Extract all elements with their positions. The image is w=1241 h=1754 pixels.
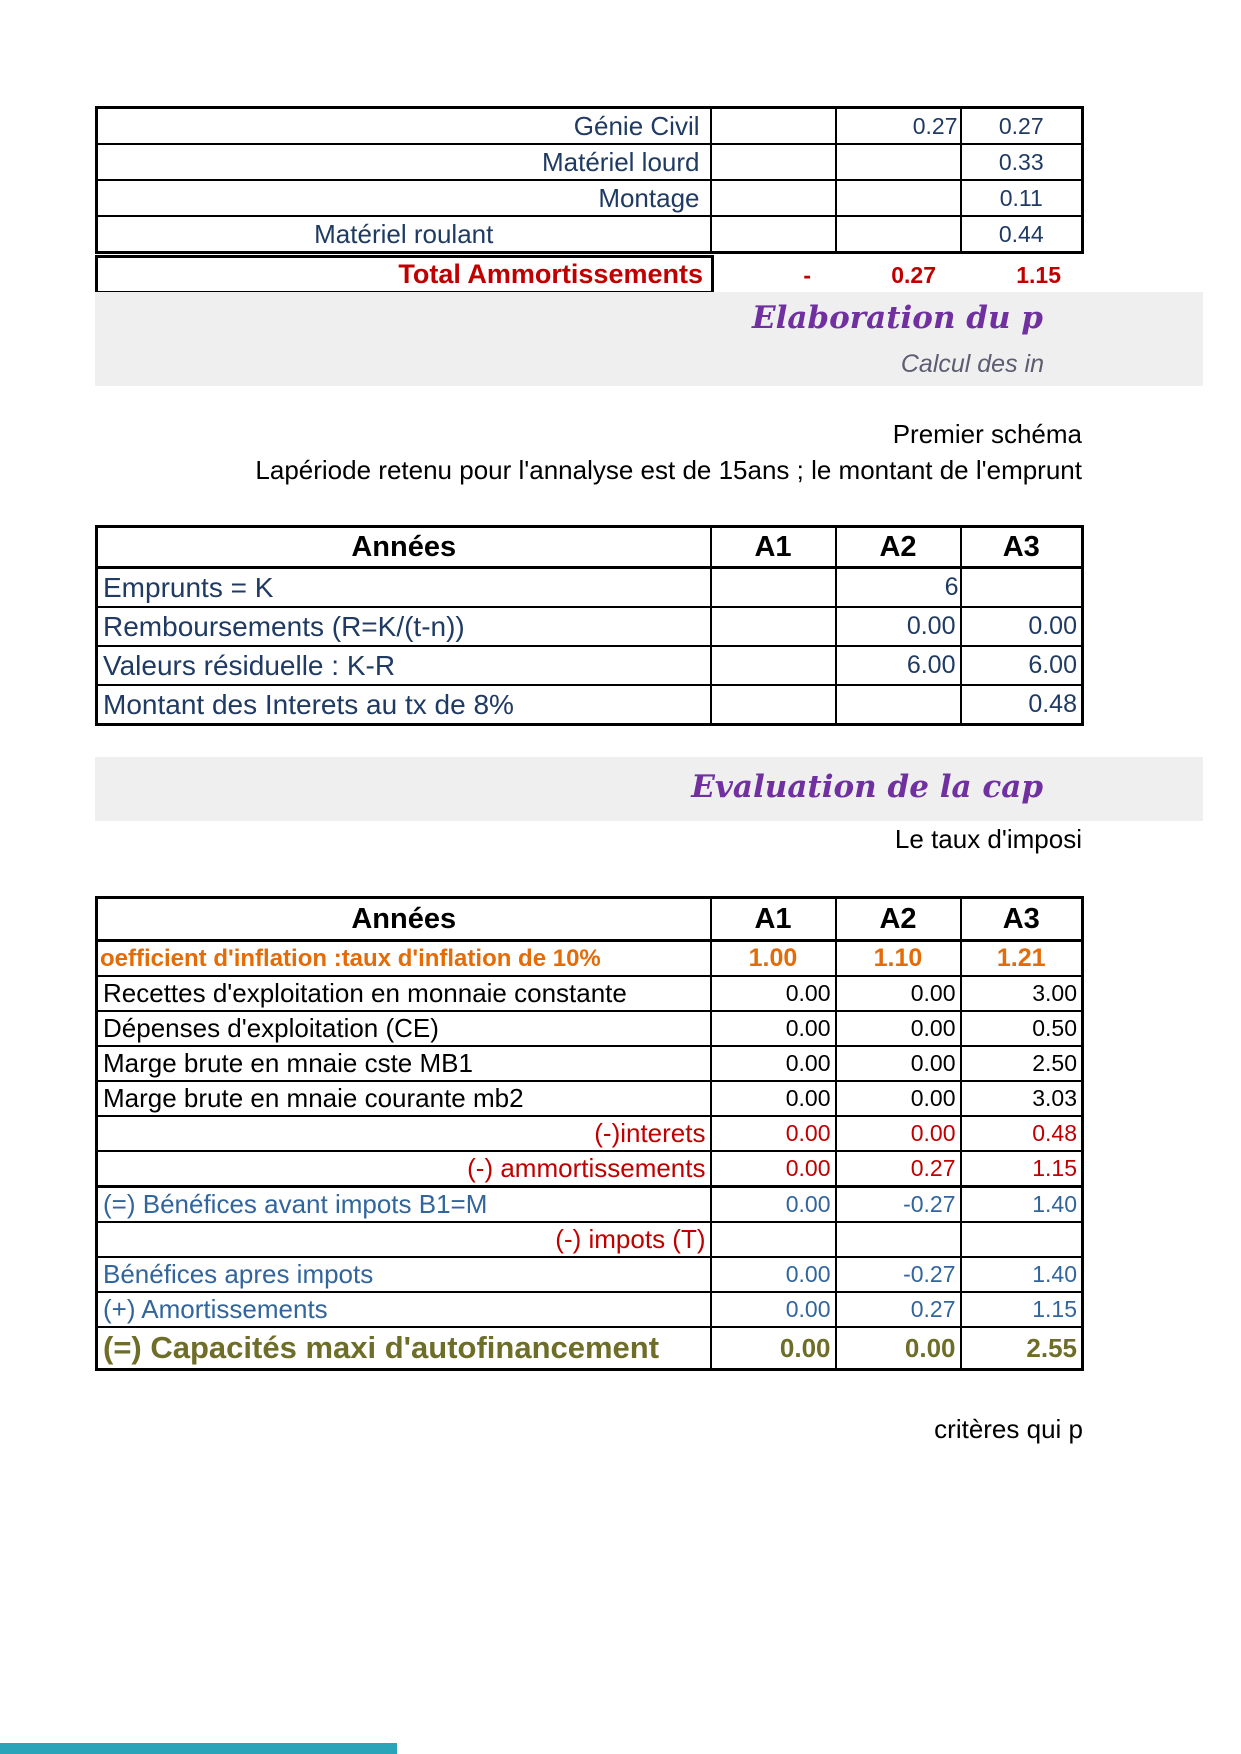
cell-a2: 0.00 <box>836 1081 961 1116</box>
cell-a1: 0.00 <box>711 1011 836 1046</box>
cell-a2: 0.00 <box>836 976 961 1011</box>
table-row <box>97 180 1083 216</box>
row-label: Marge brute en mnaie courante mb2 <box>97 1081 711 1116</box>
intro-line-premier-schema: Premier schéma <box>892 419 1082 449</box>
section-banner-evaluation <box>95 757 1203 821</box>
cell-col3: 0.11 <box>961 180 1083 216</box>
cell-a2 <box>836 685 961 725</box>
table-row <box>97 607 1083 646</box>
header-a2: A2 <box>836 898 961 941</box>
cell-a1: 0.00 <box>711 976 836 1011</box>
cell-col2: 0.27 <box>836 108 961 145</box>
row-label: Matériel lourd <box>97 144 711 180</box>
row-label: Génie Civil <box>97 108 711 145</box>
cell-a3 <box>961 1222 1083 1257</box>
row-label: (=) Capacités maxi d'autofinancement <box>97 1327 711 1370</box>
table-row <box>97 568 1083 608</box>
cell-a1 <box>711 607 836 646</box>
table-row <box>97 941 1083 977</box>
cell-a3: 1.15 <box>961 1292 1083 1327</box>
cell-a1: 0.00 <box>711 1151 836 1187</box>
table-row <box>97 108 1083 145</box>
cell-a1: 0.00 <box>711 1292 836 1327</box>
row-label: Recettes d'exploitation en monnaie constante <box>97 976 711 1011</box>
cell-col3: 0.44 <box>961 216 1083 253</box>
cell-a3: 3.03 <box>961 1081 1083 1116</box>
cell-a1 <box>711 1222 836 1257</box>
table-row <box>97 1327 1083 1370</box>
table-row <box>97 976 1083 1011</box>
cell-a2: 0.00 <box>836 1011 961 1046</box>
table-row <box>97 1046 1083 1081</box>
header-annees: Années <box>97 898 711 941</box>
row-label: Remboursements (R=K/(t-n)) <box>97 607 711 646</box>
footer-note: critères qui p <box>934 1414 1083 1444</box>
cell-col2 <box>836 144 961 180</box>
cell-a1 <box>711 568 836 608</box>
section2-title: Evaluation de la cap <box>691 769 1043 805</box>
cell-a2: 0.00 <box>836 1327 961 1370</box>
cell-a3: 0.48 <box>961 1116 1083 1151</box>
cell-a3: 0.48 <box>961 685 1083 725</box>
cell-a3: 1.21 <box>961 941 1083 977</box>
cell-a2: 0.00 <box>836 1116 961 1151</box>
row-label: Montant des Interets au tx de 8% <box>97 685 711 725</box>
cell-a3: 2.50 <box>961 1046 1083 1081</box>
header-row <box>97 898 1083 941</box>
row-label: Valeurs résiduelle : K-R <box>97 646 711 685</box>
capacity-table <box>95 896 1084 1371</box>
cell-a3: 3.00 <box>961 976 1083 1011</box>
amortization-total-label: Total Ammortissements <box>95 255 714 294</box>
header-row <box>97 527 1083 568</box>
cell-col3: 0.27 <box>961 108 1083 145</box>
table-row <box>97 1081 1083 1116</box>
cell-a1 <box>711 646 836 685</box>
row-label: Marge brute en mnaie cste MB1 <box>97 1046 711 1081</box>
cell-a2: -0.27 <box>836 1257 961 1292</box>
amortization-table <box>95 106 1084 254</box>
table-row <box>97 1187 1083 1223</box>
cell-a2: 6.00 <box>836 646 961 685</box>
row-label: (-) impots (T) <box>97 1222 711 1257</box>
cell-a1: 0.00 <box>711 1257 836 1292</box>
intro-line-periode: Lapériode retenu pour l'annalyse est de 15ans ; le montant de l'emprunt <box>255 455 1082 485</box>
cell-a1 <box>711 685 836 725</box>
cell-a2: 1.10 <box>836 941 961 977</box>
table-row <box>97 1292 1083 1327</box>
cell-a3: 1.40 <box>961 1187 1083 1223</box>
cell-a1: 0.00 <box>711 1116 836 1151</box>
section1-title: Elaboration du p <box>751 300 1043 336</box>
cell-a1: 0.00 <box>711 1081 836 1116</box>
row-label: (-) ammortissements <box>97 1151 711 1187</box>
cell-col1 <box>711 144 836 180</box>
section-banner-elaboration <box>95 292 1203 386</box>
header-a3: A3 <box>961 898 1083 941</box>
table-row <box>97 1116 1083 1151</box>
row-label: (-)interets <box>97 1116 711 1151</box>
loan-table <box>95 525 1084 726</box>
cell-a1: 1.00 <box>711 941 836 977</box>
row-label: Matériel roulant <box>97 216 711 253</box>
cell-a2: 0.00 <box>836 607 961 646</box>
cell-col1 <box>711 216 836 253</box>
amortization-total-value-a2: 0.27 <box>891 261 936 288</box>
row-label: Montage <box>97 180 711 216</box>
header-a2: A2 <box>836 527 961 568</box>
cell-col3: 0.33 <box>961 144 1083 180</box>
cell-col1 <box>711 108 836 145</box>
cell-a1: 0.00 <box>711 1187 836 1223</box>
row-label: (=) Bénéfices avant impots B1=M <box>97 1187 711 1223</box>
cell-a1: 0.00 <box>711 1046 836 1081</box>
header-a1: A1 <box>711 898 836 941</box>
section2-subtitle: Le taux d'imposi <box>894 824 1082 854</box>
header-a1: A1 <box>711 527 836 568</box>
table-row <box>97 685 1083 725</box>
row-label: Bénéfices apres impots <box>97 1257 711 1292</box>
table-row <box>97 1151 1083 1187</box>
section1-subtitle: Calcul des in <box>900 350 1044 378</box>
table-row <box>97 646 1083 685</box>
row-label: (+) Amortissements <box>97 1292 711 1327</box>
cell-a3: 0.00 <box>961 607 1083 646</box>
header-a3: A3 <box>961 527 1083 568</box>
row-label: Emprunts = K <box>97 568 711 608</box>
cell-a3: 6.00 <box>961 646 1083 685</box>
table-row <box>97 144 1083 180</box>
cell-a2: 0.00 <box>836 1046 961 1081</box>
amortization-total-value-a1: - <box>803 261 811 288</box>
cell-col1 <box>711 180 836 216</box>
table-row <box>97 1257 1083 1292</box>
table-row <box>97 216 1083 253</box>
cell-col2 <box>836 180 961 216</box>
cell-col2 <box>836 216 961 253</box>
cell-a3: 0.50 <box>961 1011 1083 1046</box>
cell-a3: 2.55 <box>961 1327 1083 1370</box>
row-label: oefficient d'inflation :taux d'inflation de 10% <box>97 941 711 977</box>
cell-a1: 0.00 <box>711 1327 836 1370</box>
cell-a3: 1.40 <box>961 1257 1083 1292</box>
cell-a3 <box>961 568 1083 608</box>
amortization-total-value-a3: 1.15 <box>1016 261 1061 288</box>
table-row <box>97 1222 1083 1257</box>
table-row <box>97 1011 1083 1046</box>
cell-a2: -0.27 <box>836 1187 961 1223</box>
cell-a2: 0.27 <box>836 1292 961 1327</box>
row-label: Dépenses d'exploitation (CE) <box>97 1011 711 1046</box>
cell-a2: 0.27 <box>836 1151 961 1187</box>
cell-a2 <box>836 1222 961 1257</box>
header-annees: Années <box>97 527 711 568</box>
cell-a3: 1.15 <box>961 1151 1083 1187</box>
bottom-taskbar-strip <box>0 1743 397 1754</box>
cell-a2: 6 <box>836 568 961 608</box>
